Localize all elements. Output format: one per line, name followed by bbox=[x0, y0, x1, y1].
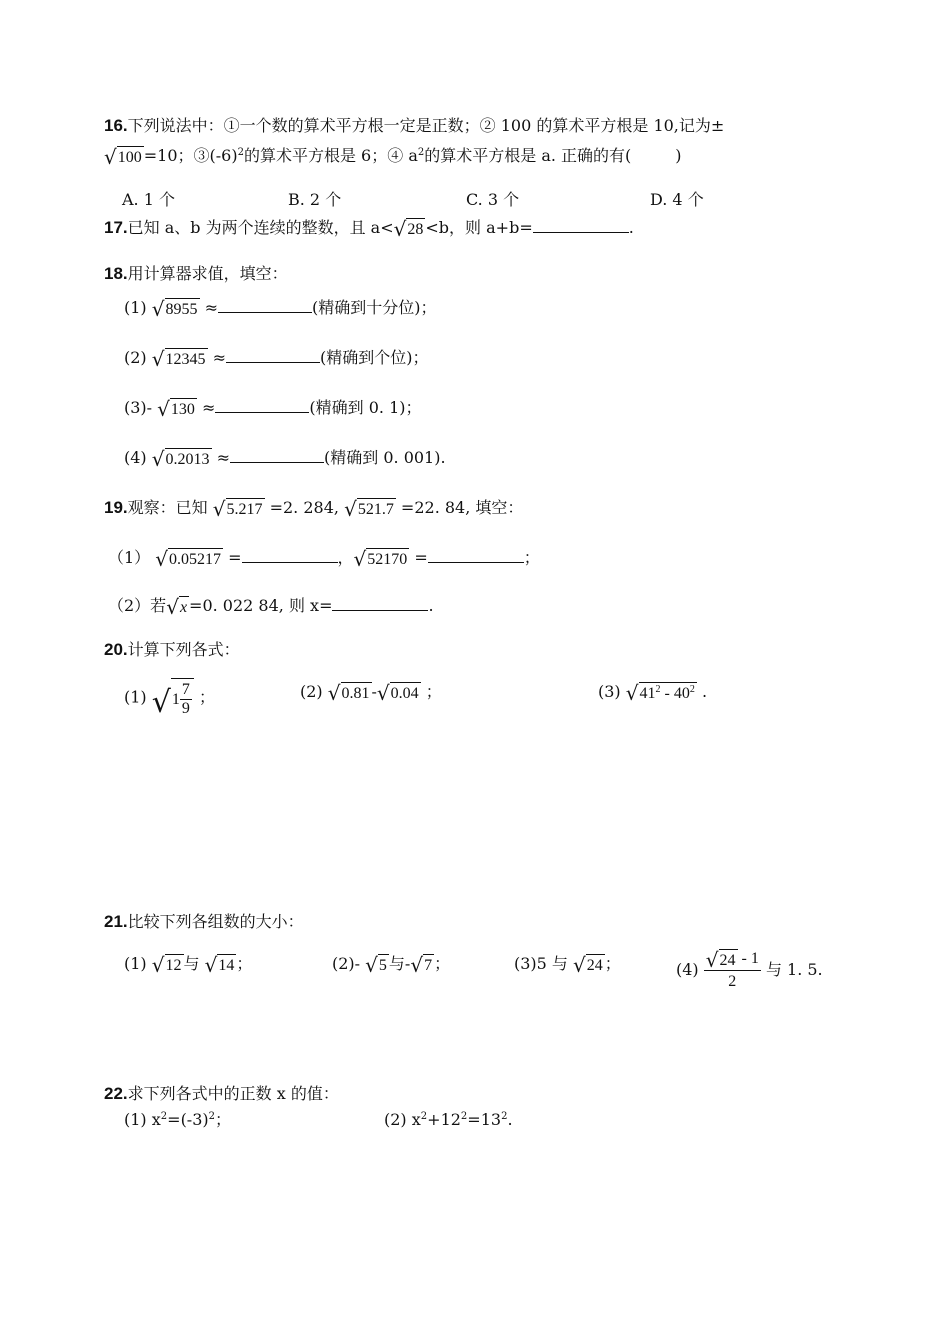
q19-number: 19. bbox=[104, 498, 128, 517]
q18-item-3: (3)- √ 130 ≈ (精确到 0. 1)； bbox=[124, 397, 422, 421]
q18-blank-2[interactable] bbox=[226, 346, 320, 363]
q18-title-line bbox=[104, 262, 288, 286]
q20-title: 计算下列各式： bbox=[127, 640, 240, 659]
q20-part-1: (1) √ 1 $\frac{7}{9}$ ； bbox=[124, 678, 215, 718]
q19-radical-2: √ 521.7 bbox=[344, 497, 394, 521]
q20-part-3: (3) √ $41^2 - 40^2$ . bbox=[598, 681, 708, 705]
q19-blank-3[interactable] bbox=[332, 594, 428, 611]
q21-part-3: (3)5 与 √ 24 ； bbox=[514, 953, 621, 977]
q20-title-line bbox=[104, 638, 240, 662]
q17-answer-blank[interactable] bbox=[533, 216, 629, 233]
q16-text-line1: 下列说法中：①一个数的算术平方根一定是正数；② 100 的算术平方根是 10,记为± bbox=[127, 116, 725, 135]
q19-p1-radical-1: √ 0.05217 bbox=[155, 547, 222, 571]
q21-p4-fraction: √ 24 - 1 2 bbox=[705, 947, 759, 990]
q19-blank-1[interactable] bbox=[242, 546, 338, 563]
q18-radical-4: √ 0.2013 bbox=[151, 447, 210, 471]
q16-option-c: C. 3 个 bbox=[466, 190, 520, 209]
q19-part-2: （2）若 √ x =0. 022 84, 则 x= . bbox=[108, 595, 434, 619]
q22-part-1: (1) $x^2=(-3)^2$； bbox=[124, 1110, 232, 1129]
q17-radical: √ 28 bbox=[393, 217, 424, 241]
q19-radical-1: √ 5.217 bbox=[212, 497, 263, 521]
q18-item-2: (2) √ 12345 ≈ (精确到个位)； bbox=[124, 347, 429, 371]
q21-p1-radical-1: √ 12 bbox=[151, 953, 182, 977]
q18-item-4: (4) √ 0.2013 ≈ (精确到 0. 001). bbox=[124, 447, 446, 471]
q22-title-line bbox=[104, 1082, 339, 1106]
q21-p3-radical: √ 24 bbox=[573, 953, 603, 977]
q16-option-b: B. 2 个 bbox=[288, 190, 342, 209]
q21-part-2: (2)- √ 5 与- √ 7 ； bbox=[332, 953, 451, 977]
q16-option-d: D. 4 个 bbox=[650, 190, 704, 209]
q20-p2-radical-1: √ 0.81 bbox=[327, 681, 370, 705]
q21-p1-radical-2: √ 14 bbox=[204, 953, 235, 977]
q18-title: 用计算器求值，填空： bbox=[127, 264, 288, 283]
q20-p1-radical: √ 1 $\frac{7}{9}$ bbox=[152, 678, 194, 718]
q16-number: 16. bbox=[104, 116, 128, 135]
q22-number: 22. bbox=[104, 1084, 128, 1103]
q20-number: 20. bbox=[104, 640, 128, 659]
q20-p2-radical-2: √ 0.04 bbox=[376, 681, 419, 705]
q19-p2-radical: √ x bbox=[166, 595, 188, 619]
q17-number: 17. bbox=[104, 218, 128, 237]
q21-title-line bbox=[104, 910, 304, 934]
q18-radical-1: √ 8955 bbox=[151, 297, 198, 321]
q22-part-2: (2) $x^2+12^2=13^2$. bbox=[384, 1110, 513, 1129]
q21-part-1: (1) √ 12 与 √ 14 ； bbox=[124, 953, 253, 977]
q19-line: 19.观察：已知 √ 5.217 =2. 284, √ 521.7 =22. 84, 填空： bbox=[104, 497, 524, 521]
q21-p2-radical-2: √ 7 bbox=[410, 953, 433, 977]
q16-radical-100: √ 100 bbox=[104, 145, 142, 169]
q18-blank-1[interactable] bbox=[218, 296, 312, 313]
q20-part-2: (2) √ 0.81 - √ 0.04 ； bbox=[300, 681, 442, 705]
q19-blank-2[interactable] bbox=[428, 546, 524, 563]
q20-p3-radical: √ $41^2 - 40^2$ bbox=[625, 681, 695, 705]
q18-item-1: (1) √ 8955 ≈ (精确到十分位)； bbox=[124, 297, 437, 321]
q17-line: 17.已知 a、b 为两个连续的整数，且 a< √ 28 <b，则 a+b= . bbox=[104, 217, 634, 241]
q21-p2-radical-1: √ 5 bbox=[365, 953, 387, 977]
q18-blank-4[interactable] bbox=[230, 446, 324, 463]
q19-p1-radical-2: √ 52170 bbox=[353, 547, 408, 571]
q21-title: 比较下列各组数的大小： bbox=[127, 912, 304, 931]
q18-radical-2: √ 12345 bbox=[151, 347, 206, 371]
q18-blank-3[interactable] bbox=[215, 396, 309, 413]
q16-line2: √ 100 =10；$③(-6)^2$的算术平方根是 6；④ $a^2$的算术平方根是 a. 正确的有( ) bbox=[104, 145, 682, 169]
q18-number: 18. bbox=[104, 264, 128, 283]
q16-option-a: A. 1 个 bbox=[122, 190, 175, 209]
q21-part-4: (4) √ 24 - 1 2 与 1. 5. bbox=[676, 948, 823, 993]
q21-p4-radical: √ 24 bbox=[705, 947, 736, 972]
q22-title: 求下列各式中的正数 x 的值： bbox=[127, 1084, 339, 1103]
q16-line1 bbox=[104, 114, 724, 138]
q19-part-1: （1） √ 0.05217 = ， √ 52170 = ； bbox=[108, 547, 540, 571]
q18-radical-3: √ 130 bbox=[157, 397, 195, 421]
q21-number: 21. bbox=[104, 912, 128, 931]
